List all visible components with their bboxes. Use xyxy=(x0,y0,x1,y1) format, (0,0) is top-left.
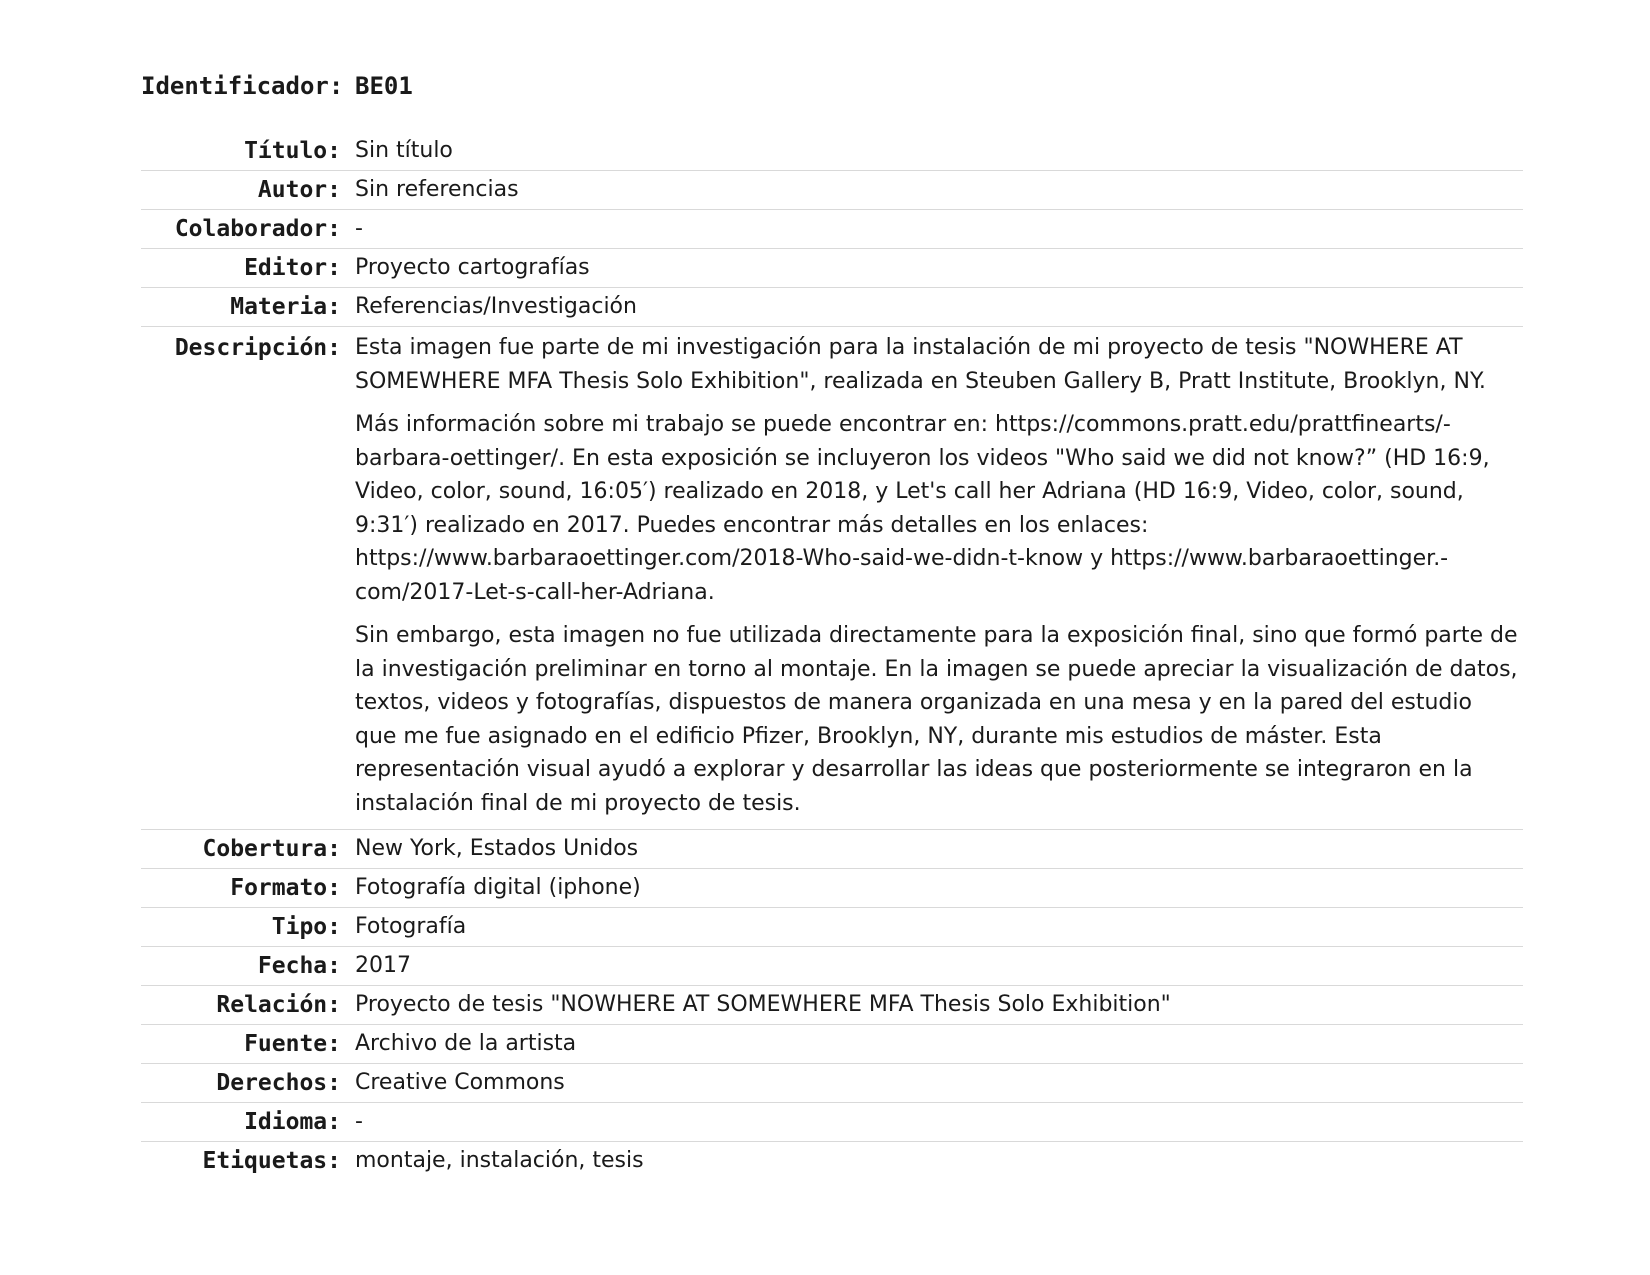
field-value: Proyecto cartografías xyxy=(355,255,590,280)
field-value: Sin referencias xyxy=(355,177,519,202)
field-value: 2017 xyxy=(355,953,411,978)
field-label: Descripción: xyxy=(174,335,341,361)
metadata-record xyxy=(141,72,1523,1181)
field-label: Fuente: xyxy=(244,1031,341,1057)
field-idioma xyxy=(141,1103,1523,1142)
description-paragraph-3: Sin embargo, esta imagen no fue utilizada directamente para la exposición final, sino que formó parte de la investigación preliminar en torno al montaje. En la imagen se puede apreciar la visualización de datos, textos, videos y fotografías, dispuestos de manera organizada en una mesa y en la pared del estudio que me fue asignado en el edificio Pfizer, Brooklyn, NY, durante mis estudios de máster. Esta representación visual ayudó a explorar y desarrollar las ideas que posteriormente se integraron en la instalación final de mi proyecto de tesis. xyxy=(355,623,1518,816)
field-value: Archivo de la artista xyxy=(355,1031,577,1056)
field-etiquetas xyxy=(141,1142,1523,1181)
description-paragraph-2: Más información sobre mi trabajo se puede encontrar en: https://commons.pratt.edu/prattfinearts/-barbara-oettinger/. En esta exposición se incluyeron los videos "Who said we did not know?” (HD 16:9, Video, color, sound, 16:05′) realizado en 2018, y Let's call her Adriana (HD 16:9, Video, color, sound, 9:31′) realizado en 2017. Puedes encontrar más detalles en los enlaces: https://www.barbaraoettinger.com/2018-Who-said-we-didn-t-know y https://www.barbaraoettinger.-com/2017-Let-s-call-her-Adriana. xyxy=(355,412,1490,605)
field-tipo xyxy=(141,908,1523,947)
field-materia xyxy=(141,288,1523,327)
field-label: Relación: xyxy=(216,992,341,1018)
field-label: Autor: xyxy=(257,177,341,203)
description-paragraph-1: Esta imagen fue parte de mi investigación para la instalación de mi proyecto de tesis "NOWHERE AT SOMEWHERE MFA Thesis Solo Exhibition", realizada en Steuben Gallery B, Pratt Institute, Brooklyn, NY. xyxy=(355,335,1486,394)
field-label: Idioma: xyxy=(244,1109,341,1135)
field-label: Tipo: xyxy=(271,914,341,940)
field-value: New York, Estados Unidos xyxy=(355,836,639,861)
field-label: Colaborador: xyxy=(174,216,341,242)
description-body xyxy=(355,331,1523,826)
field-value: Fotografía xyxy=(355,914,467,939)
field-label: Fecha: xyxy=(257,953,341,979)
field-value: Creative Commons xyxy=(355,1070,565,1095)
identifier-value: BE01 xyxy=(355,72,413,100)
field-fuente xyxy=(141,1025,1523,1064)
field-fecha xyxy=(141,947,1523,986)
field-value: Fotografía digital (iphone) xyxy=(355,875,641,900)
field-label: Etiquetas: xyxy=(202,1148,341,1174)
field-label: Editor: xyxy=(244,255,341,281)
field-value: - xyxy=(355,216,363,241)
field-formato xyxy=(141,869,1523,908)
identifier-row xyxy=(141,72,1523,100)
field-label: Derechos: xyxy=(216,1070,341,1096)
field-label: Materia: xyxy=(230,294,341,320)
field-value: Referencias/Investigación xyxy=(355,294,637,319)
field-autor xyxy=(141,171,1523,210)
field-derechos xyxy=(141,1064,1523,1103)
field-titulo xyxy=(141,132,1523,171)
field-colaborador xyxy=(141,210,1523,249)
field-editor xyxy=(141,249,1523,288)
field-label: Formato: xyxy=(230,875,341,901)
field-relacion xyxy=(141,986,1523,1025)
field-descripcion xyxy=(141,327,1523,830)
field-label: Cobertura: xyxy=(202,836,341,862)
field-value: Proyecto de tesis "NOWHERE AT SOMEWHERE MFA Thesis Solo Exhibition" xyxy=(355,992,1171,1017)
field-value: montaje, instalación, tesis xyxy=(355,1148,644,1173)
field-label: Título: xyxy=(244,138,341,164)
field-value: Sin título xyxy=(355,138,453,163)
identifier-label: Identificador: xyxy=(141,72,344,100)
field-cobertura xyxy=(141,830,1523,869)
field-value: - xyxy=(355,1109,363,1134)
